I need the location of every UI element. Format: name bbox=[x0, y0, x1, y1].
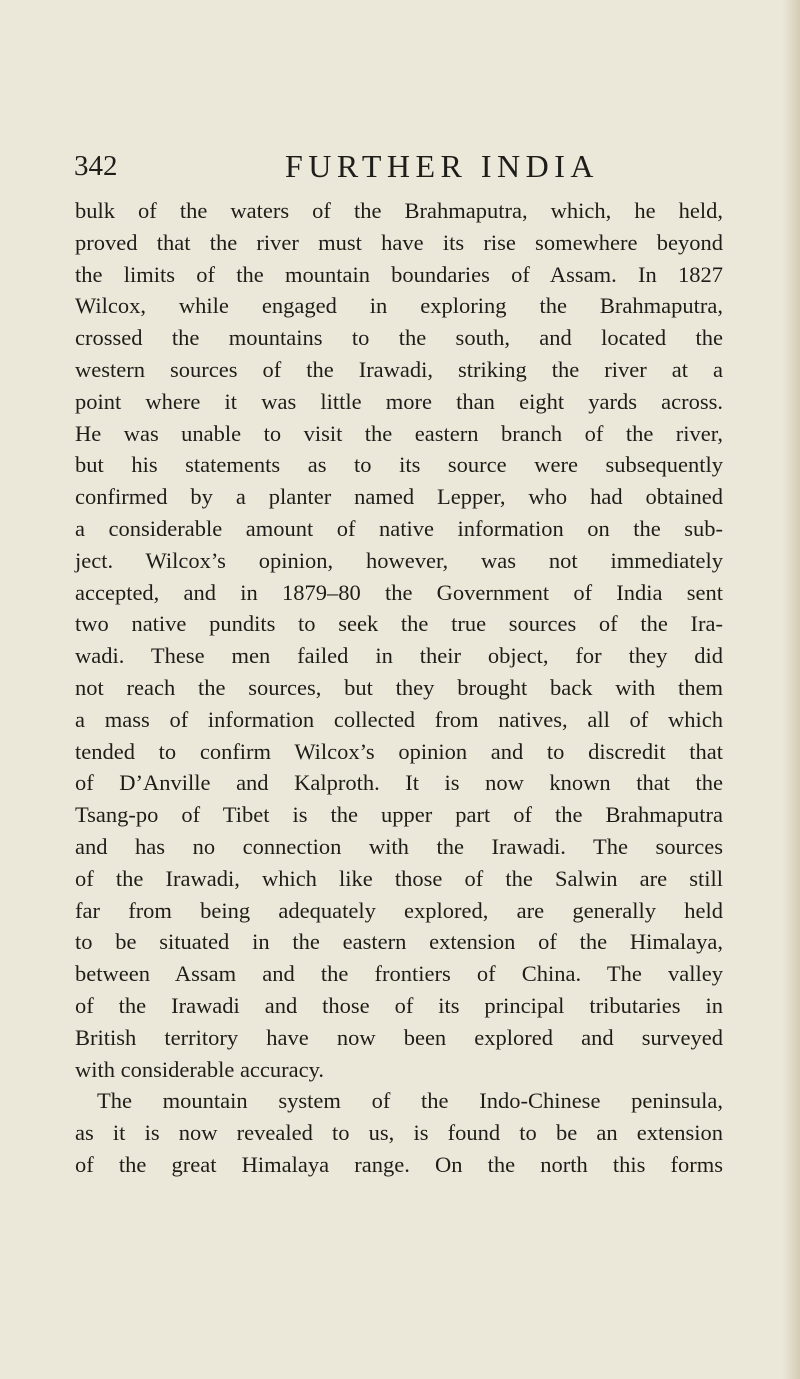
text-line: point where it was little more than eight yards across. bbox=[75, 388, 723, 414]
text-line: confirmed by a planter named Lepper, who had obtained bbox=[75, 484, 723, 510]
page-edge-shadow bbox=[782, 0, 800, 1379]
text-line: of the Irawadi, which like those of the Salwin are still bbox=[75, 865, 723, 891]
text-line: between Assam and the frontiers of China. The valley bbox=[75, 961, 723, 987]
text-line: The mountain system of the Indo-Chinese peninsula, bbox=[97, 1088, 723, 1114]
text-line: a considerable amount of native information on the sub- bbox=[75, 515, 723, 541]
text-line: but his statements as to its source were subsequently bbox=[75, 452, 723, 478]
text-line: proved that the river must have its rise somewhere beyond bbox=[75, 229, 723, 255]
text-line: with considerable accuracy. bbox=[75, 1056, 325, 1082]
running-title: FURTHER INDIA bbox=[285, 148, 600, 184]
text-line: crossed the mountains to the south, and located the bbox=[75, 325, 723, 351]
body-text bbox=[75, 195, 723, 1181]
text-line: the limits of the mountain boundaries of Assam. In 1827 bbox=[75, 261, 723, 287]
text-line: Tsang-po of Tibet is the upper part of the Brahmaputra bbox=[75, 802, 723, 828]
text-line: to be situated in the eastern extension of the Himalaya, bbox=[75, 929, 723, 955]
text-line: British territory have now been explored and surveyed bbox=[75, 1024, 723, 1050]
text-line: not reach the sources, but they brought back with them bbox=[75, 674, 723, 700]
text-line: western sources of the Irawadi, striking the river at a bbox=[75, 356, 723, 382]
text-line: bulk of the waters of the Brahmaputra, which, he held, bbox=[75, 198, 723, 223]
text-line: of the great Himalaya range. On the north this forms bbox=[75, 1151, 723, 1177]
text-line: Wilcox, while engaged in exploring the Brahmaputra, bbox=[75, 293, 723, 319]
text-line: of D’Anville and Kalproth. It is now known that the bbox=[75, 770, 723, 796]
text-line: far from being adequately explored, are generally held bbox=[75, 897, 723, 923]
text-line: wadi. These men failed in their object, for they did bbox=[75, 643, 723, 669]
text-line: of the Irawadi and those of its principal tributaries in bbox=[75, 992, 723, 1018]
text-line: two native pundits to seek the true sources of the Ira- bbox=[75, 611, 723, 637]
text-line: and has no connection with the Irawadi. The sources bbox=[75, 833, 723, 859]
text-line: tended to confirm Wilcox’s opinion and to discredit that bbox=[75, 738, 723, 764]
text-line: He was unable to visit the eastern branch of the river, bbox=[75, 420, 723, 446]
text-line: accepted, and in 1879–80 the Government of India sent bbox=[75, 579, 723, 605]
page-number: 342 bbox=[74, 150, 118, 182]
text-line: a mass of information collected from natives, all of which bbox=[75, 706, 723, 732]
page-header bbox=[74, 148, 674, 188]
text-line: ject. Wilcox’s opinion, however, was not immediately bbox=[75, 547, 723, 573]
text-line: as it is now revealed to us, is found to be an extension bbox=[75, 1120, 723, 1146]
